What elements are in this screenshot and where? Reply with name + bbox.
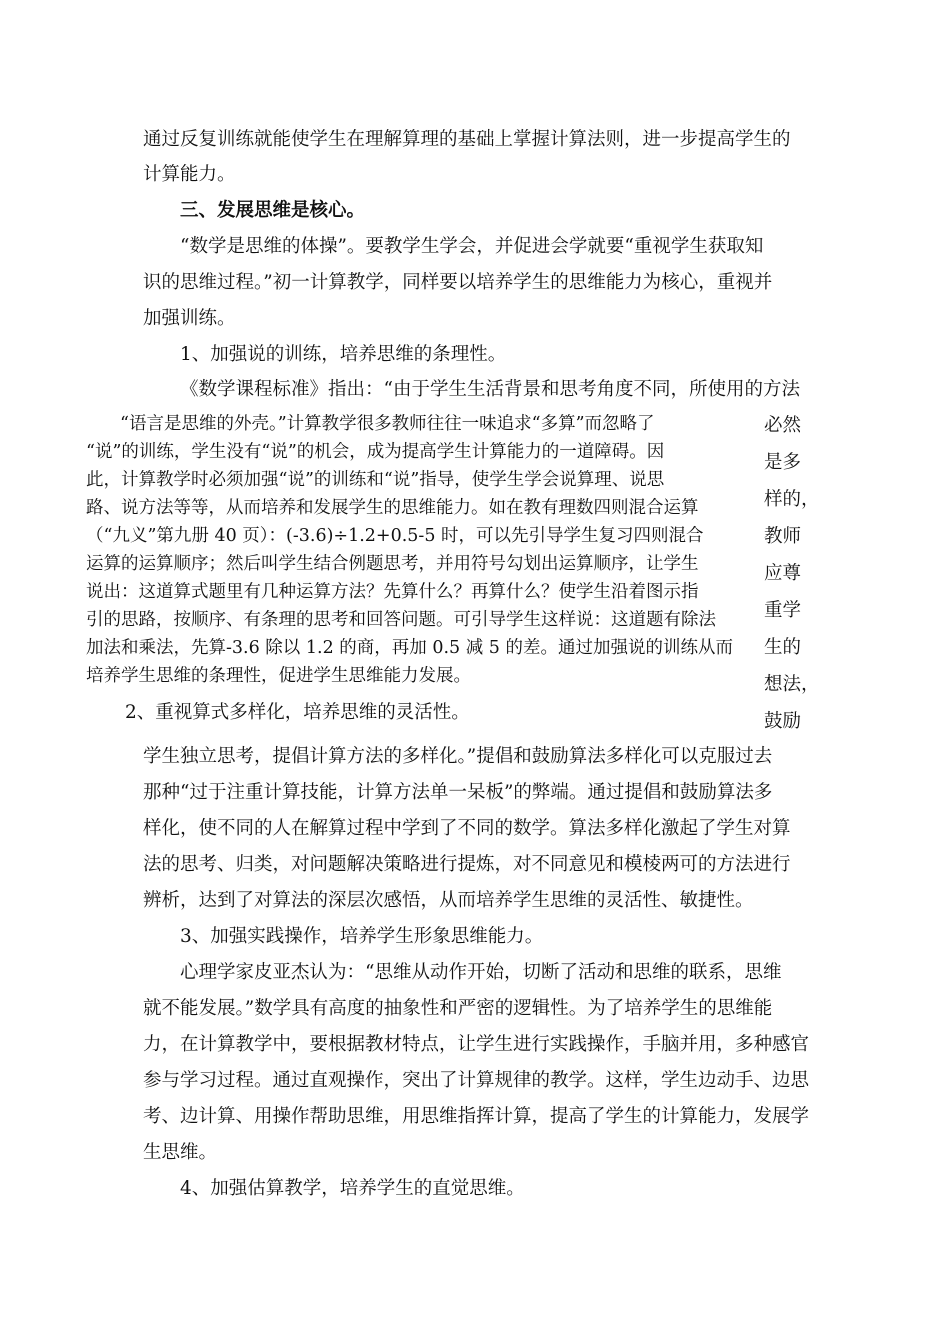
box-line: “说”的训练，学生没有“说”的机会，成为提高学生计算能力的一道障碍。因: [86, 442, 665, 462]
box-line: 引的思路，按顺序、有条理的思考和回答问题。可引导学生这样说：这道题有除法: [86, 610, 716, 630]
paragraph-line: 考、边计算、用操作帮助思维，用思维指挥计算，提高了学生的计算能力，发展学: [143, 1106, 810, 1127]
side-column-line: 样的，: [764, 489, 820, 510]
item-title: 2、重视算式多样化，培养思维的灵活性。: [125, 702, 470, 723]
side-column-line: 教师: [764, 526, 802, 547]
paragraph-line: 样化，使不同的人在解算过程中学到了不同的数学。算法多样化激起了学生对算: [143, 818, 791, 839]
box-line: 路、说方法等等，从而培养和发展学生的思维能力。如在教有理数四则混合运算: [86, 498, 699, 518]
paragraph-line: 法的思考、归类，对问题解决策略进行提炼，对不同意见和模棱两可的方法进行: [143, 854, 791, 875]
box-line: （“九义”第九册 40 页）：(-3.6)÷1.2+0.5-5 时，可以先引导学生复习四则混合: [86, 526, 704, 546]
paragraph-line: 学生独立思考，提倡计算方法的多样化。”提倡和鼓励算法多样化可以克服过去: [143, 746, 773, 767]
paragraph-line: 那种“过于注重计算技能，计算方法单一呆板”的弊端。通过提倡和鼓励算法多: [143, 782, 773, 803]
box-line: 运算的运算顺序；然后叫学生结合例题思考，并用符号勾划出运算顺序，让学生: [86, 554, 699, 574]
paragraph-line: “数学是思维的体操”。要教学生学会，并促进会学就要“重视学生获取知: [180, 236, 764, 257]
paragraph-line: 计算能力。: [143, 164, 236, 185]
box-line: 培养学生思维的条理性，促进学生思维能力发展。: [86, 666, 471, 686]
side-column-line: 必然: [764, 415, 802, 436]
side-column-line: 生的: [764, 637, 802, 658]
section-heading: 三、发展思维是核心。: [180, 200, 366, 221]
paragraph-line: 识的思维过程。”初一计算教学，同样要以培养学生的思维能力为核心，重视并: [143, 272, 773, 293]
side-column-line: 想法，: [764, 674, 820, 695]
box-line: 加法和乘法，先算-3.6 除以 1.2 的商，再加 0.5 减 5 的差。通过加强说的训练从而: [86, 638, 733, 658]
paragraph-line: 辨析，达到了对算法的深层次感悟，从而培养学生思维的灵活性、敏捷性。: [143, 890, 754, 911]
item-title: 3、加强实践操作，培养学生形象思维能力。: [180, 926, 544, 947]
paragraph-line: 心理学家皮亚杰认为：“思维从动作开始，切断了活动和思维的联系，思维: [180, 962, 782, 983]
paragraph-line: 就不能发展。”数学具有高度的抽象性和严密的逻辑性。为了培养学生的思维能: [143, 998, 773, 1019]
paragraph-line: 生思维。: [143, 1142, 218, 1163]
box-line: 此，计算教学时必须加强“说”的训练和“说”指导，使学生学会说算理、说思: [86, 470, 665, 490]
item-title: 4、加强估算教学，培养学生的直觉思维。: [180, 1178, 525, 1199]
paragraph-line: 加强训练。: [143, 308, 236, 329]
paragraph-line: 参与学习过程。通过直观操作，突出了计算规律的教学。这样，学生边动手、边思: [143, 1070, 810, 1091]
box-line: 说出：这道算式题里有几种运算方法？先算什么？再算什么？使学生沿着图示指: [86, 582, 699, 602]
paragraph-line: 通过反复训练就能使学生在理解算理的基础上掌握计算法则，进一步提高学生的: [143, 129, 791, 150]
box-line: “语言是思维的外壳。”计算教学很多教师往往一味追求“多算”而忽略了: [120, 414, 655, 434]
side-column-line: 重学: [764, 600, 802, 621]
item-title: 1、加强说的训练，培养思维的条理性。: [180, 344, 507, 365]
paragraph-line: 力，在计算教学中，要根据教材特点，让学生进行实践操作，手脑并用，多种感官: [143, 1034, 810, 1055]
side-column-line: 是多: [764, 452, 802, 473]
side-column-line: 鼓励: [764, 711, 802, 732]
side-column-line: 应尊: [764, 563, 802, 584]
paragraph-line: 《数学课程标准》指出：“由于学生生活背景和思考角度不同，所使用的方法: [180, 379, 800, 400]
